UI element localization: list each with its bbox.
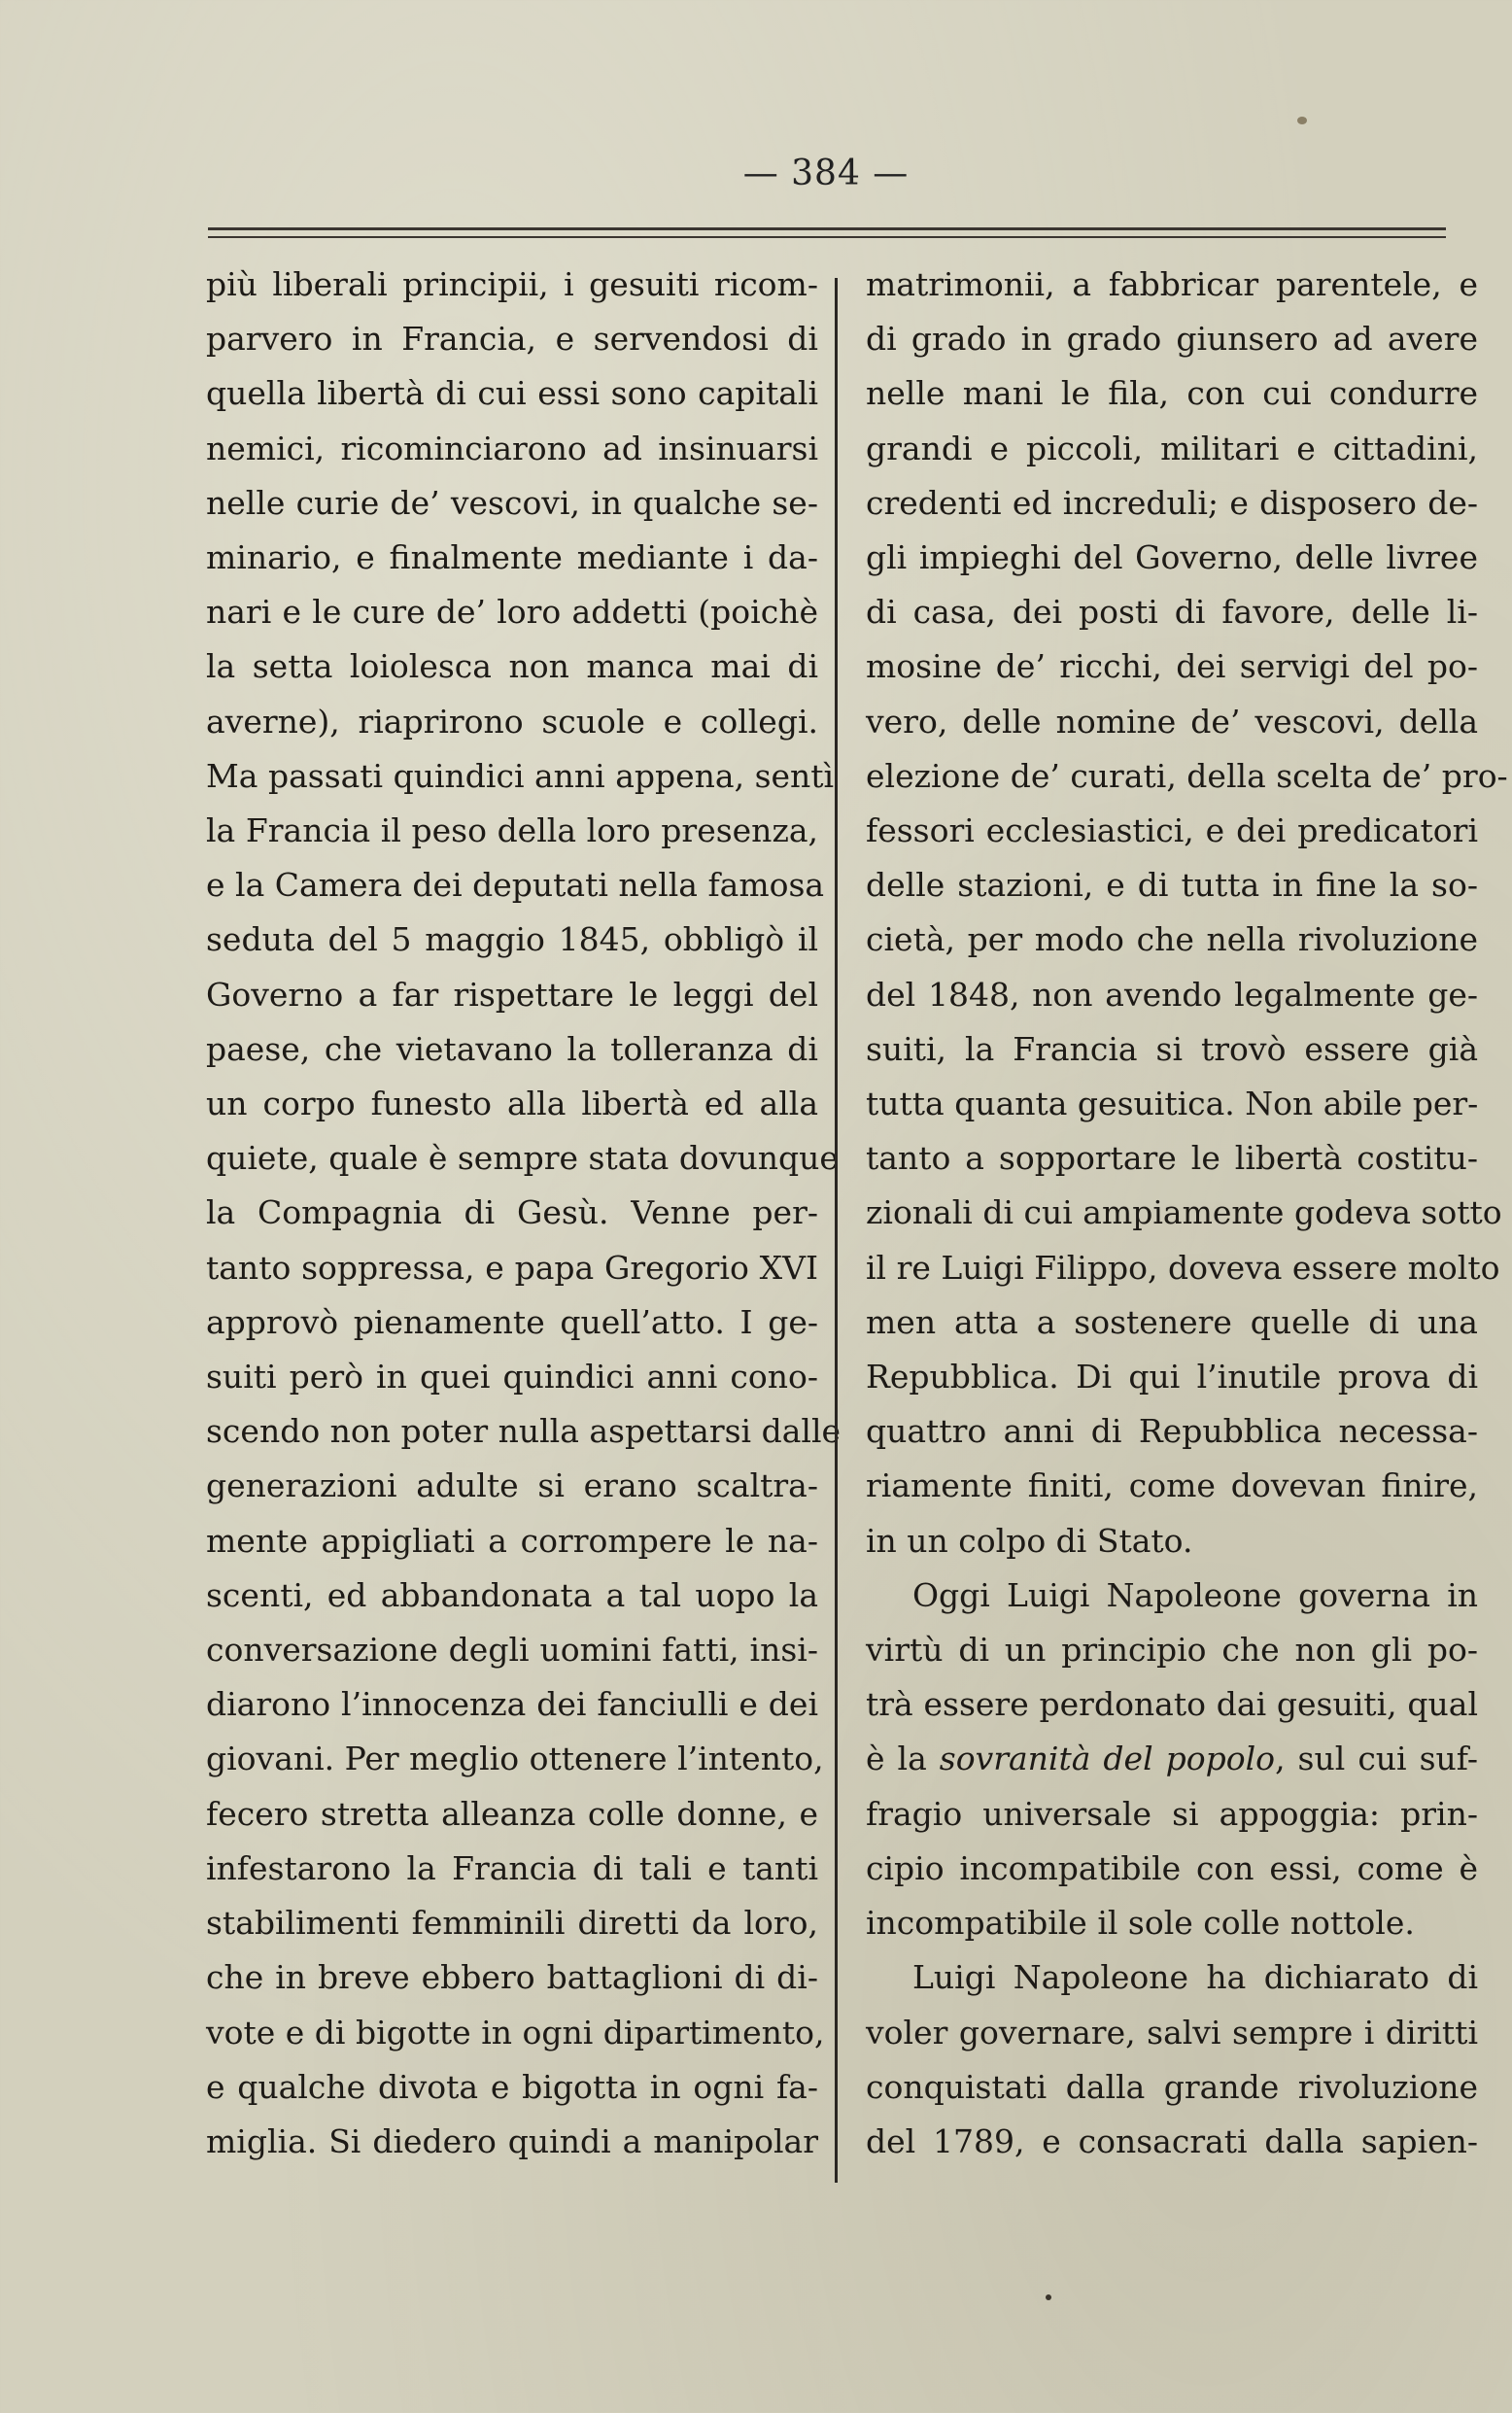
text-line: quattro anni di Repubblica necessa- <box>866 1412 1478 1451</box>
text-line: tutta quanta gesuitica. Non abile per- <box>866 1085 1479 1123</box>
text-line: Repubblica. Di qui l’inutile prova di <box>866 1358 1478 1396</box>
text-line: suiti però in quei quindici anni cono- <box>206 1358 818 1396</box>
text-line: stabilimenti femminili diretti da loro, <box>206 1904 818 1943</box>
text-line: e la Camera dei deputati nella famosa <box>206 866 825 905</box>
text-line: e qualche divota e bigotta in ogni fa- <box>206 2067 818 2106</box>
text-line: tanto a sopportare le libertà costitu- <box>866 1139 1478 1178</box>
text-line: virtù di un principio che non gli po- <box>866 1631 1478 1670</box>
text-line: vero, delle nomine de’ vescovi, della <box>866 702 1478 741</box>
text-line: la Compagnia di Gesù. Venne per- <box>206 1193 818 1232</box>
text-line: scenti, ed abbandonata a tal uopo la <box>206 1575 818 1614</box>
text-line: nemici, ricominciarono ad insinuarsi <box>206 429 818 467</box>
text-line: infestarono la Francia di tali e tanti <box>206 1848 818 1887</box>
header-rule-thin <box>208 236 1446 238</box>
left-column <box>206 258 842 2169</box>
text-line: diarono l’innocenza dei fanciulli e dei <box>206 1685 818 1724</box>
text-line: vote e di bigotte in ogni dipartimento, <box>206 2013 825 2051</box>
text-line: riamente finiti, come dovevan finire, <box>866 1466 1478 1505</box>
text-line: credenti ed increduli; e disposero de- <box>866 483 1478 522</box>
paper-speck <box>1297 117 1307 124</box>
text-line-paragraph-start: Luigi Napoleone ha dichiarato di <box>912 1958 1478 1997</box>
text-line: grandi e piccoli, militari e cittadini, <box>866 429 1478 467</box>
text-line: di casa, dei posti di favore, delle li- <box>866 593 1478 632</box>
text-line: mosine de’ ricchi, dei servigi del po- <box>866 647 1478 686</box>
text-line: elezione de’ curati, della scelta de’ pro- <box>866 756 1508 795</box>
text-line: del 1789, e consacrati dalla sapien- <box>866 2121 1478 2160</box>
text-line: che in breve ebbero battaglioni di di- <box>206 1958 818 1997</box>
text-line: fessori ecclesiastici, e dei predicatori <box>866 811 1478 850</box>
text-line: mente appigliati a corrompere le na- <box>206 1521 818 1560</box>
text-line: incompatibile il sole colle nottole. <box>866 1904 1415 1943</box>
text-line: delle stazioni, e di tutta in fine la so- <box>866 866 1478 905</box>
text-line: miglia. Si diedero quindi a manipolar <box>206 2121 818 2160</box>
header-rule <box>208 227 1446 230</box>
text-line: minario, e finalmente mediante i da- <box>206 538 818 577</box>
text-line: di grado in grado giunsero ad avere <box>866 320 1478 359</box>
text-line: cipio incompatibile con essi, come è <box>866 1848 1478 1887</box>
text-line: nelle curie de’ vescovi, in qualche se- <box>206 483 818 522</box>
text-line: gli impieghi del Governo, delle livree <box>866 538 1478 577</box>
column-divider <box>835 278 838 2183</box>
text-line: la setta loiolesca non manca mai di <box>206 647 818 686</box>
text-line: conquistati dalla grande rivoluzione <box>866 2067 1478 2106</box>
text-line: men atta a sostenere quelle di una <box>866 1302 1478 1341</box>
text-line: parvero in Francia, e servendosi di <box>206 320 818 359</box>
page-number: — 384 — <box>742 154 910 193</box>
text-line: quiete, quale è sempre stata dovunque <box>206 1139 839 1178</box>
text-line: un corpo funesto alla libertà ed alla <box>206 1085 818 1123</box>
text-line: nari e le cure de’ loro addetti (poichè <box>206 593 818 632</box>
text-line: in un colpo di Stato. <box>866 1521 1193 1560</box>
emphasized-text: sovranità del popolo <box>939 1740 1276 1778</box>
text-line: cietà, per modo che nella rivoluzione <box>866 920 1478 959</box>
text-line: generazioni adulte si erano scaltra- <box>206 1466 818 1505</box>
text-line: Ma passati quindici anni appena, sentì <box>206 756 835 795</box>
text-line: più liberali principii, i gesuiti ricom- <box>206 265 818 303</box>
text-line: paese, che vietavano la tolleranza di <box>206 1029 818 1068</box>
text-line: conversazione degli uomini fatti, insi- <box>206 1631 818 1670</box>
text-line: tanto soppressa, e papa Gregorio XVI <box>206 1248 818 1287</box>
text-line: trà essere perdonato dai gesuiti, qual <box>866 1685 1478 1724</box>
right-column <box>866 258 1508 2169</box>
paper-speck <box>1046 2294 1051 2300</box>
text-line: matrimonii, a fabbricar parentele, e <box>866 265 1478 303</box>
text-line: fecero stretta alleanza colle donne, e <box>206 1794 818 1833</box>
text-line: voler governare, salvi sempre i diritti <box>866 2013 1478 2051</box>
text-line: il re Luigi Filippo, doveva essere molto <box>866 1248 1500 1287</box>
text-line: scendo non poter nulla aspettarsi dalle <box>206 1412 842 1451</box>
text-line: averne), riaprirono scuole e collegi. <box>206 702 818 741</box>
text-line: quella libertà di cui essi sono capitali <box>206 374 818 413</box>
text-line: zionali di cui ampiamente godeva sotto <box>866 1193 1502 1232</box>
text-line-paragraph-start: Oggi Luigi Napoleone governa in <box>912 1575 1478 1614</box>
text-line: nelle mani le fila, con cui condurre <box>866 374 1478 413</box>
text-segment: è la <box>866 1740 940 1778</box>
text-segment: , sul cui suf- <box>1275 1740 1478 1778</box>
text-line: fragio universale si appoggia: prin- <box>866 1794 1478 1833</box>
text-line: del 1848, non avendo legalmente ge- <box>866 975 1478 1014</box>
text-line: Governo a far rispettare le leggi del <box>206 975 818 1014</box>
text-line: suiti, la Francia si trovò essere già <box>866 1029 1478 1068</box>
text-line-with-emphasis <box>866 1732 1478 1786</box>
text-line: la Francia il peso della loro presenza, <box>206 811 818 850</box>
text-line: seduta del 5 maggio 1845, obbligò il <box>206 920 818 959</box>
text-line: giovani. Per meglio ottenere l’intento, <box>206 1740 824 1778</box>
text-line: approvò pienamente quell’atto. I ge- <box>206 1302 818 1341</box>
